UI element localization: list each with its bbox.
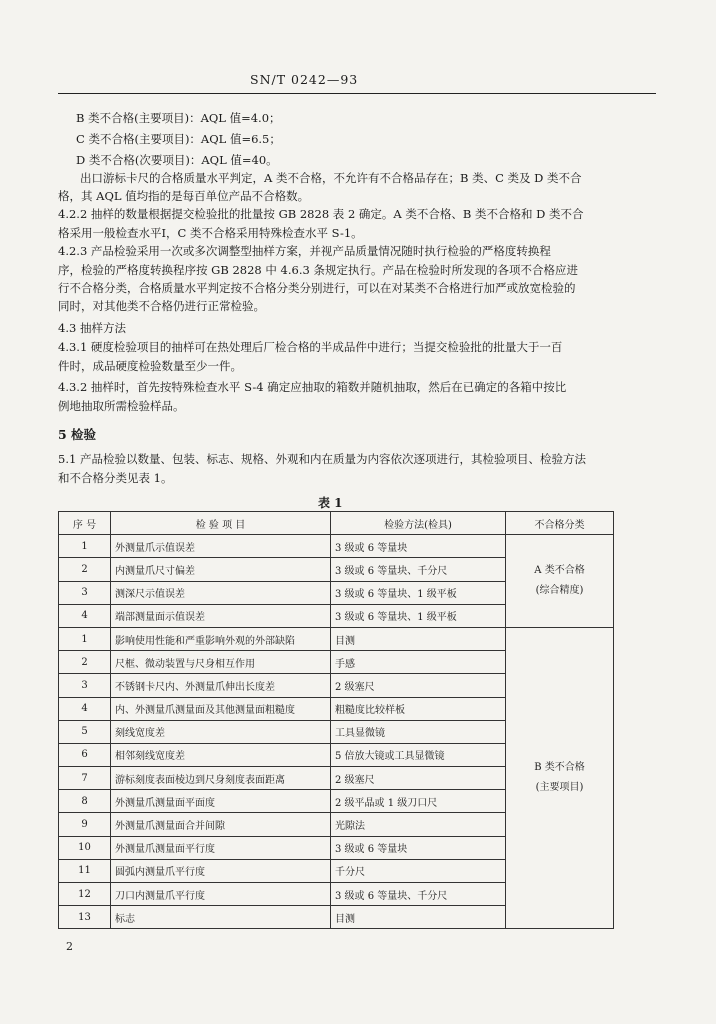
text-line: 出口游标卡尺的合格质量水平判定，A 类不合格，不允许有不合格品存在；B 类、C 类及 D 类不合: [80, 171, 582, 185]
text-line: 行不合格分类，合格质量水平判定按不合格分类分别进行，可以在对某类不合格进行加严或放宽检验的: [58, 281, 576, 295]
text-line: 格采用一般检查水平Ⅰ，C 类不合格采用特殊检查水平 S-1。: [58, 226, 363, 240]
table-cell: 2 级塞尺: [331, 767, 506, 790]
header-seq: 序 号: [59, 512, 111, 535]
table-cell: 内测量爪尺寸偏差: [111, 558, 331, 581]
table-cell: 标志: [111, 906, 331, 929]
table-cell: 千分尺: [331, 859, 506, 882]
text-line: 同时，对其他类不合格仍进行正常检验。: [58, 299, 265, 313]
section-heading: 4.3 抽样方法: [58, 321, 126, 335]
table-cell: 2: [59, 558, 111, 581]
text-line: 和不合格分类见表 1。: [58, 471, 173, 485]
text-line: 4.2.3 产品检验采用一次或多次调整型抽样方案，并视产品质量情况随时执行检验的严格度转换程: [58, 244, 551, 258]
text-line: 4.3.2 抽样时，首先按特殊检查水平 S-4 确定应抽取的箱数并随机抽取，然后在已确定的各箱中按比: [58, 380, 567, 394]
table-cell: 目测: [331, 906, 506, 929]
text-line: B 类不合格(主要项目)：AQL 值=4.0；: [76, 111, 281, 125]
table-cell: 2: [59, 651, 111, 674]
table-cell: 端部测量面示值误差: [111, 604, 331, 627]
table-cell: 粗糙度比较样板: [331, 697, 506, 720]
table-cell: 内、外测量爪测量面及其他测量面粗糙度: [111, 697, 331, 720]
defect-class-cell: [506, 627, 614, 928]
text-line: 5.1 产品检验以数量、包装、标志、规格、外观和内在质量为内容依次逐项进行，其检验项目、检验方法: [58, 452, 586, 466]
table-cell: 5 倍放大镜或工具显微镜: [331, 743, 506, 766]
page-header: SN/T 0242—93: [250, 72, 359, 87]
table-header-row: [59, 512, 614, 535]
table-cell: 外测量爪测量面平面度: [111, 790, 331, 813]
table-cell: 3 级或 6 等量块、1 级平板: [331, 604, 506, 627]
table-row: [59, 627, 614, 650]
text-line: D 类不合格(次要项目)：AQL 值=40。: [76, 153, 278, 167]
table-cell: 刀口内测量爪平行度: [111, 883, 331, 906]
table-row: [59, 535, 614, 558]
table-cell: 圆弧内测量爪平行度: [111, 859, 331, 882]
table-cell: 5: [59, 720, 111, 743]
header-method: 检验方法(检具): [331, 512, 506, 535]
defect-class-note: (主要项目): [535, 782, 584, 794]
table-cell: 外测量爪示值误差: [111, 535, 331, 558]
table-cell: 3: [59, 674, 111, 697]
table-cell: 7: [59, 767, 111, 790]
table-cell: 游标刻度表面棱边到尺身刻度表面距离: [111, 767, 331, 790]
defect-class-cell: [506, 535, 614, 628]
table-cell: 3 级或 6 等量块、1 级平板: [331, 581, 506, 604]
table-cell: 12: [59, 883, 111, 906]
table-cell: 3 级或 6 等量块、千分尺: [331, 883, 506, 906]
text-line: 4.2.2 抽样的数量根据提交检验批的批量按 GB 2828 表 2 确定。A 类不合格、B 类不合格和 D 类不合: [58, 207, 584, 221]
header-rule: [58, 93, 656, 94]
text-line: C 类不合格(主要项目)：AQL 值=6.5；: [76, 132, 281, 146]
text-line: 例地抽取所需检验样品。: [58, 399, 185, 413]
text-line: 件时，成品硬度检验数量至少一件。: [58, 359, 242, 373]
defect-class-note: (综合精度): [535, 585, 584, 597]
table-cell: 相邻刻线宽度差: [111, 743, 331, 766]
table-cell: 刻线宽度差: [111, 720, 331, 743]
table-cell: 6: [59, 743, 111, 766]
inspection-table: [58, 511, 614, 929]
table-cell: 3 级或 6 等量块: [331, 535, 506, 558]
table-cell: 11: [59, 859, 111, 882]
table-cell: 工具显微镜: [331, 720, 506, 743]
table-cell: 3: [59, 581, 111, 604]
table-cell: 尺框、微动装置与尺身相互作用: [111, 651, 331, 674]
table-cell: 4: [59, 697, 111, 720]
table-cell: 3 级或 6 等量块: [331, 836, 506, 859]
table-cell: 13: [59, 906, 111, 929]
text-line: 序，检验的严格度转换程序按 GB 2828 中 4.6.3 条规定执行。产品在检验时所发现的各项不合格应进: [58, 263, 578, 277]
table-cell: 影响使用性能和严重影响外观的外部缺陷: [111, 627, 331, 650]
table-cell: 测深尺示值误差: [111, 581, 331, 604]
table-cell: 目测: [331, 627, 506, 650]
table-cell: 10: [59, 836, 111, 859]
table-cell: 外测量爪测量面合并间隙: [111, 813, 331, 836]
page-number: 2: [66, 940, 73, 953]
table-cell: 9: [59, 813, 111, 836]
chapter-heading: 5 检验: [58, 427, 97, 442]
defect-class-label: B 类不合格: [534, 762, 585, 774]
defect-class-label: A 类不合格: [534, 565, 585, 577]
header-item: 检 验 项 目: [111, 512, 331, 535]
table-cell: 手感: [331, 651, 506, 674]
table-cell: 8: [59, 790, 111, 813]
table-caption: 表 1: [318, 496, 343, 510]
table-cell: 光隙法: [331, 813, 506, 836]
header-class: 不合格分类: [506, 512, 614, 535]
table-cell: 3 级或 6 等量块、千分尺: [331, 558, 506, 581]
table-cell: 外测量爪测量面平行度: [111, 836, 331, 859]
table-cell: 不锈钢卡尺内、外测量爪伸出长度差: [111, 674, 331, 697]
table-cell: 1: [59, 535, 111, 558]
table-cell: 4: [59, 604, 111, 627]
table-cell: 2 级平晶或 1 级刀口尺: [331, 790, 506, 813]
text-line: 格，其 AQL 值均指的是每百单位产品不合格数。: [58, 189, 310, 203]
table-cell: 2 级塞尺: [331, 674, 506, 697]
text-line: 4.3.1 硬度检验项目的抽样可在热处理后厂检合格的半成品件中进行；当提交检验批的批量大于一百: [58, 340, 563, 354]
table-cell: 1: [59, 627, 111, 650]
